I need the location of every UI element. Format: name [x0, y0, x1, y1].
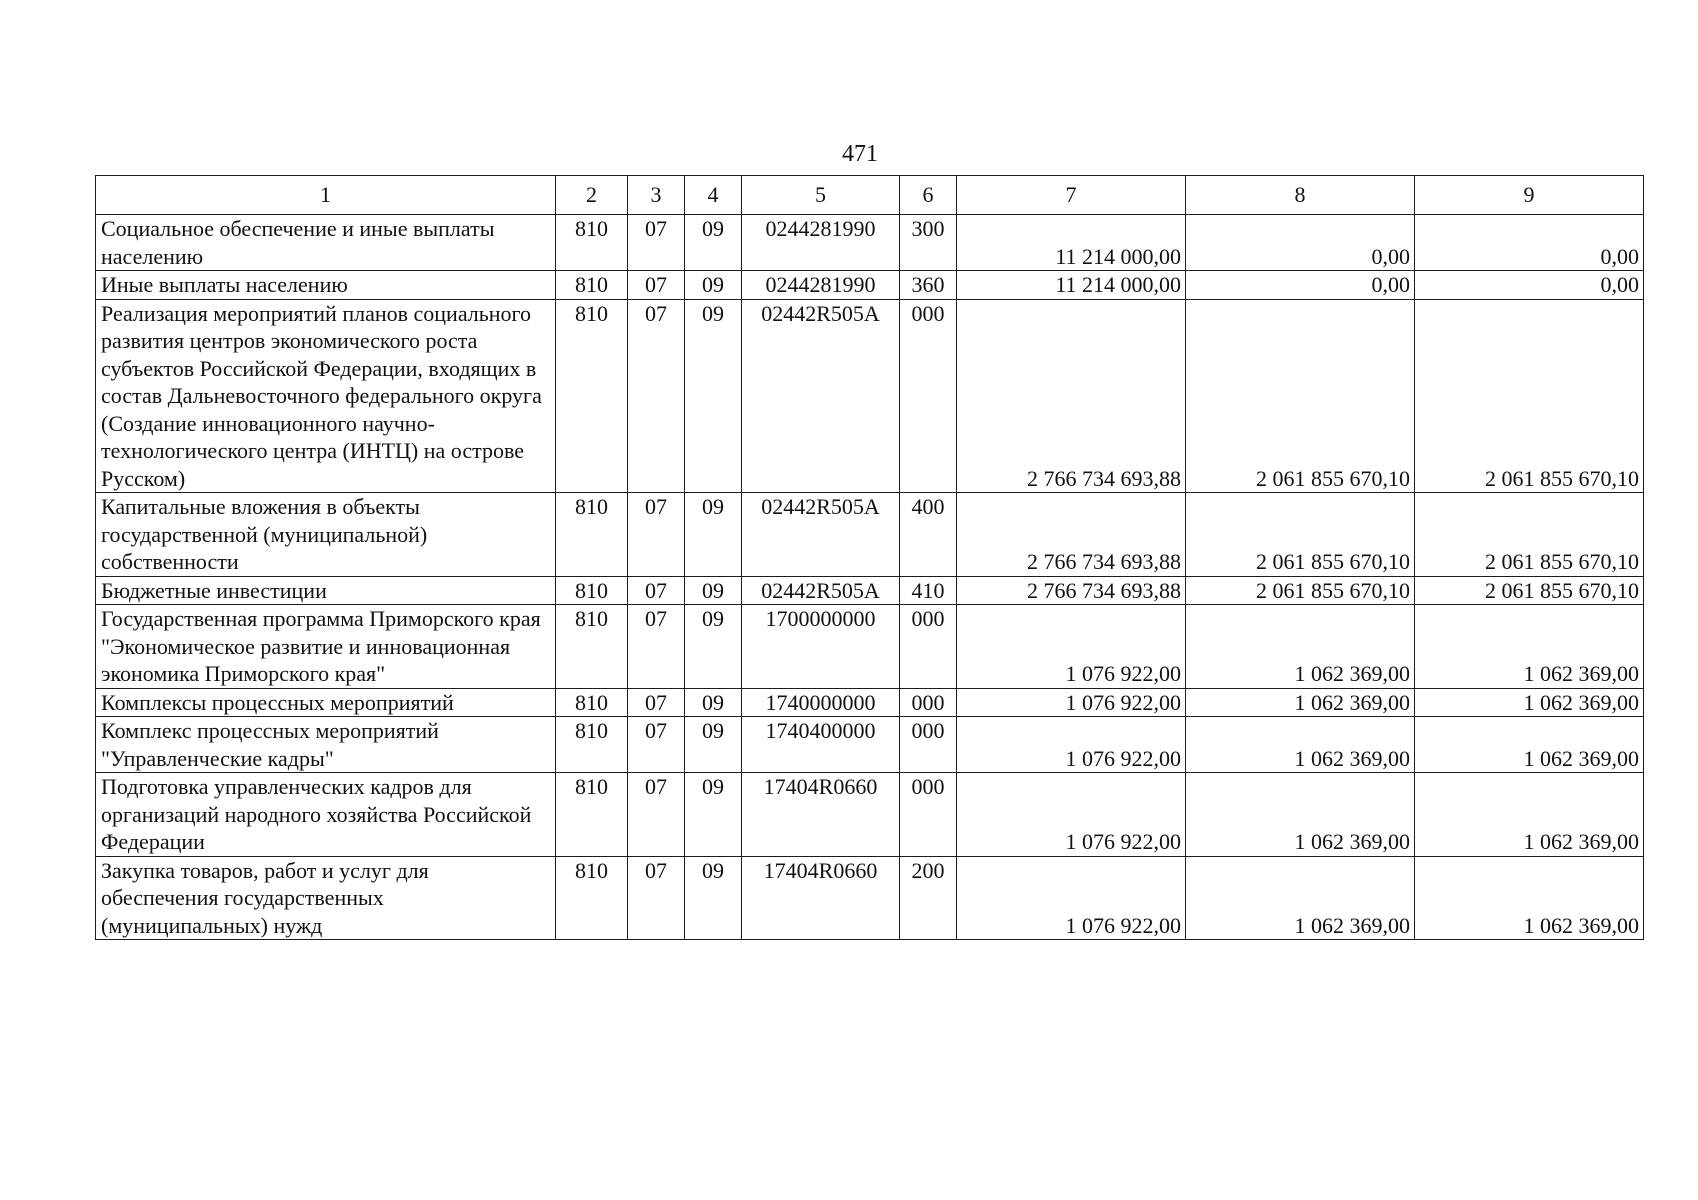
amount-col8: 2 061 855 670,10: [1186, 299, 1415, 493]
item-name: Комплекс процессных мероприятий "Управленческие кадры": [96, 717, 556, 773]
amount-col9: 2 061 855 670,10: [1415, 299, 1644, 493]
item-name: Социальное обеспечение и иные выплаты населению: [96, 215, 556, 271]
subsection-code: 09: [685, 299, 742, 493]
amount-col9: 1 062 369,00: [1415, 717, 1644, 773]
column-header: 7: [957, 176, 1186, 215]
subsection-code: 09: [685, 605, 742, 689]
amount-col9: 1 062 369,00: [1415, 856, 1644, 940]
amount-col7: 1 076 922,00: [957, 856, 1186, 940]
amount-col8: 1 062 369,00: [1186, 717, 1415, 773]
section-code: 07: [628, 215, 685, 271]
item-name: Иные выплаты населению: [96, 271, 556, 300]
expense-type-code: 360: [900, 271, 957, 300]
table-row: [96, 773, 1644, 857]
column-header: 8: [1186, 176, 1415, 215]
column-header: 4: [685, 176, 742, 215]
dept-code: 810: [556, 605, 628, 689]
expense-type-code: 400: [900, 493, 957, 577]
section-code: 07: [628, 299, 685, 493]
item-name: Закупка товаров, работ и услуг для обеспечения государственных (муниципальных) нужд: [96, 856, 556, 940]
table-row: [96, 299, 1644, 493]
amount-col7: 1 076 922,00: [957, 717, 1186, 773]
amount-col9: 2 061 855 670,10: [1415, 493, 1644, 577]
section-code: 07: [628, 688, 685, 717]
amount-col8: 2 061 855 670,10: [1186, 576, 1415, 605]
item-name: Подготовка управленческих кадров для организаций народного хозяйства Российской Федерации: [96, 773, 556, 857]
amount-col7: 1 076 922,00: [957, 773, 1186, 857]
dept-code: 810: [556, 493, 628, 577]
amount-col8: 2 061 855 670,10: [1186, 493, 1415, 577]
table-row: [96, 215, 1644, 271]
item-name: Комплексы процессных мероприятий: [96, 688, 556, 717]
budget-table: [95, 175, 1644, 940]
target-article-code: 17404R0660: [742, 856, 900, 940]
table-row: [96, 856, 1644, 940]
expense-type-code: 000: [900, 773, 957, 857]
column-header: 5: [742, 176, 900, 215]
amount-col8: 1 062 369,00: [1186, 856, 1415, 940]
subsection-code: 09: [685, 856, 742, 940]
dept-code: 810: [556, 688, 628, 717]
column-header: 3: [628, 176, 685, 215]
amount-col7: 1 076 922,00: [957, 605, 1186, 689]
amount-col7: 2 766 734 693,88: [957, 299, 1186, 493]
amount-col8: 1 062 369,00: [1186, 773, 1415, 857]
subsection-code: 09: [685, 773, 742, 857]
subsection-code: 09: [685, 215, 742, 271]
table-row: [96, 493, 1644, 577]
target-article-code: 02442R505A: [742, 299, 900, 493]
section-code: 07: [628, 576, 685, 605]
section-code: 07: [628, 493, 685, 577]
amount-col9: 0,00: [1415, 271, 1644, 300]
section-code: 07: [628, 856, 685, 940]
amount-col8: 0,00: [1186, 215, 1415, 271]
section-code: 07: [628, 773, 685, 857]
amount-col9: 1 062 369,00: [1415, 605, 1644, 689]
column-header: 1: [96, 176, 556, 215]
dept-code: 810: [556, 215, 628, 271]
column-header: 6: [900, 176, 957, 215]
target-article-code: 17404R0660: [742, 773, 900, 857]
target-article-code: 02442R505A: [742, 576, 900, 605]
table-row: [96, 576, 1644, 605]
amount-col9: 1 062 369,00: [1415, 773, 1644, 857]
column-header: 2: [556, 176, 628, 215]
amount-col7: 1 076 922,00: [957, 688, 1186, 717]
expense-type-code: 000: [900, 717, 957, 773]
item-name: Капитальные вложения в объекты государственной (муниципальной) собственности: [96, 493, 556, 577]
subsection-code: 09: [685, 493, 742, 577]
target-article-code: 1700000000: [742, 605, 900, 689]
target-article-code: 1740400000: [742, 717, 900, 773]
amount-col9: 2 061 855 670,10: [1415, 576, 1644, 605]
target-article-code: 0244281990: [742, 215, 900, 271]
amount-col7: 11 214 000,00: [957, 215, 1186, 271]
expense-type-code: 000: [900, 605, 957, 689]
section-code: 07: [628, 605, 685, 689]
dept-code: 810: [556, 299, 628, 493]
item-name: Реализация мероприятий планов социального развития центров экономического роста субъектов Российской Федерации, входящих в состав Дальневосточного федерального округа (Создание инновационного научно-технологического центра (ИНТЦ) на острове Русском): [96, 299, 556, 493]
table-row: [96, 271, 1644, 300]
dept-code: 810: [556, 576, 628, 605]
amount-col7: 2 766 734 693,88: [957, 493, 1186, 577]
amount-col8: 1 062 369,00: [1186, 688, 1415, 717]
subsection-code: 09: [685, 576, 742, 605]
target-article-code: 02442R505A: [742, 493, 900, 577]
item-name: Государственная программа Приморского края "Экономическое развитие и инновационная экономика Приморского края": [96, 605, 556, 689]
column-header: 9: [1415, 176, 1644, 215]
table-row: [96, 688, 1644, 717]
subsection-code: 09: [685, 271, 742, 300]
section-code: 07: [628, 717, 685, 773]
item-name: Бюджетные инвестиции: [96, 576, 556, 605]
amount-col7: 2 766 734 693,88: [957, 576, 1186, 605]
expense-type-code: 410: [900, 576, 957, 605]
dept-code: 810: [556, 856, 628, 940]
target-article-code: 1740000000: [742, 688, 900, 717]
section-code: 07: [628, 271, 685, 300]
amount-col8: 0,00: [1186, 271, 1415, 300]
expense-type-code: 300: [900, 215, 957, 271]
subsection-code: 09: [685, 717, 742, 773]
dept-code: 810: [556, 271, 628, 300]
target-article-code: 0244281990: [742, 271, 900, 300]
amount-col8: 1 062 369,00: [1186, 605, 1415, 689]
page-number: 471: [842, 141, 878, 167]
table-row: [96, 717, 1644, 773]
expense-type-code: 000: [900, 299, 957, 493]
expense-type-code: 200: [900, 856, 957, 940]
amount-col9: 0,00: [1415, 215, 1644, 271]
table-row: [96, 605, 1644, 689]
amount-col9: 1 062 369,00: [1415, 688, 1644, 717]
column-number-row: [96, 176, 1644, 215]
dept-code: 810: [556, 773, 628, 857]
subsection-code: 09: [685, 688, 742, 717]
amount-col7: 11 214 000,00: [957, 271, 1186, 300]
expense-type-code: 000: [900, 688, 957, 717]
dept-code: 810: [556, 717, 628, 773]
